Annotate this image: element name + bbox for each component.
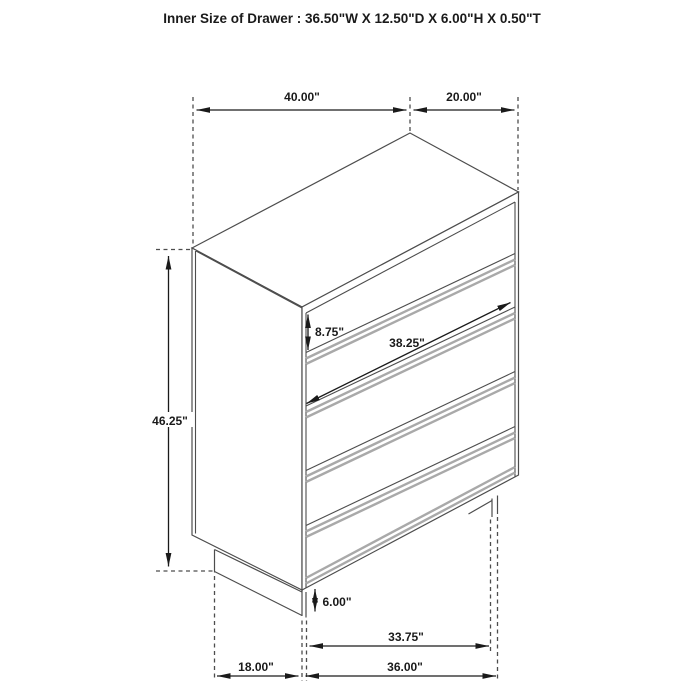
front-rail-bottom-edge [469,501,493,515]
dim-top-width [197,90,407,110]
dim-overall-height [147,256,193,567]
dim-base-inner-width [310,630,490,646]
dim-top-depth-label: 20.00" [446,90,482,104]
dim-leg-height-label: 6.00" [322,595,352,609]
dim-base-width [306,660,497,676]
dim-base-depth [217,660,299,676]
dim-base-width-label: 36.00" [387,660,423,674]
dim-top-depth [414,90,515,110]
cabinet-drawing [192,133,519,618]
dim-top-width-label: 40.00" [284,90,320,104]
dim-drawer-front-height-label: 8.75" [315,325,345,339]
dim-leg-height [315,589,352,612]
dim-base-inner-width-label: 33.75" [388,630,424,644]
dim-drawer-face-width-label: 38.25" [389,336,425,350]
dim-overall-height-label: 46.25" [152,414,188,428]
page-title: Inner Size of Drawer : 36.50"W X 12.50"D X 6.00"H X 0.50"T [163,11,541,26]
dim-base-depth-label: 18.00" [238,660,274,674]
